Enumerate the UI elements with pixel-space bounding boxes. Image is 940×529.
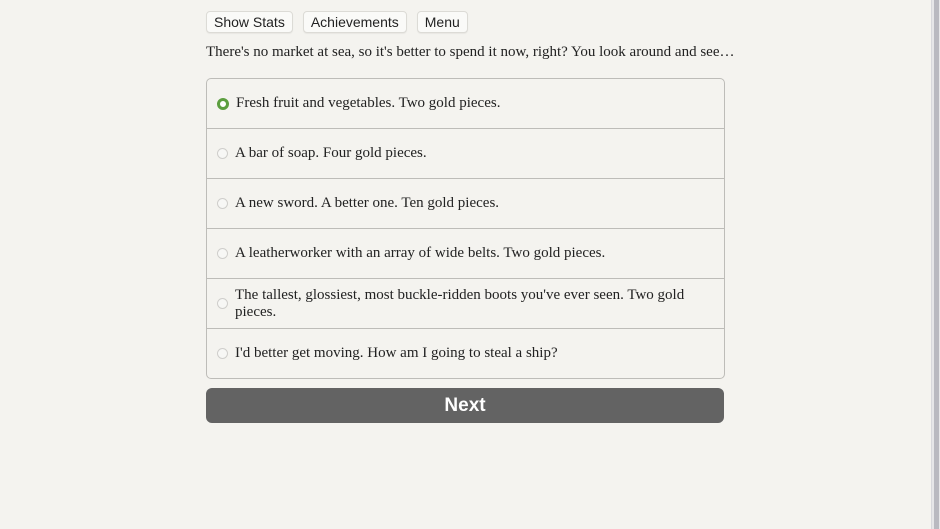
choice-option[interactable] <box>207 228 724 278</box>
choice-option[interactable] <box>207 278 724 328</box>
scrollbar-thumb[interactable] <box>934 0 939 529</box>
radio-icon[interactable] <box>217 198 228 209</box>
toolbar <box>206 11 468 33</box>
choice-label: I'd better get moving. How am I going to steal a ship? <box>235 345 558 361</box>
choice-option[interactable] <box>207 79 724 128</box>
choice-option[interactable] <box>207 328 724 378</box>
choice-list <box>206 78 725 379</box>
radio-icon[interactable] <box>217 248 228 259</box>
achievements-button[interactable]: Achievements <box>303 11 407 33</box>
next-button[interactable]: Next <box>206 388 724 423</box>
choice-label: The tallest, glossiest, most buckle-ridden boots you've ever seen. Two gold pieces. <box>235 286 685 320</box>
radio-icon[interactable] <box>217 348 228 359</box>
choice-label: A bar of soap. Four gold pieces. <box>235 145 427 161</box>
choice-option[interactable] <box>207 178 724 228</box>
choice-label: A new sword. A better one. Ten gold pieces. <box>235 195 500 211</box>
scrollbar[interactable] <box>931 0 940 529</box>
menu-button[interactable]: Menu <box>417 11 468 33</box>
choice-option[interactable] <box>207 128 724 178</box>
choice-label: A leatherworker with an array of wide belts. Two gold pieces. <box>235 245 606 261</box>
radio-icon[interactable] <box>217 298 228 309</box>
choice-label: Fresh fruit and vegetables. Two gold pieces. <box>236 95 501 111</box>
story-text: There's no market at sea, so it's better to spend it now, right? You look around and see… <box>206 44 735 60</box>
radio-selected-icon[interactable] <box>217 98 229 110</box>
radio-icon[interactable] <box>217 148 228 159</box>
show-stats-button[interactable]: Show Stats <box>206 11 293 33</box>
